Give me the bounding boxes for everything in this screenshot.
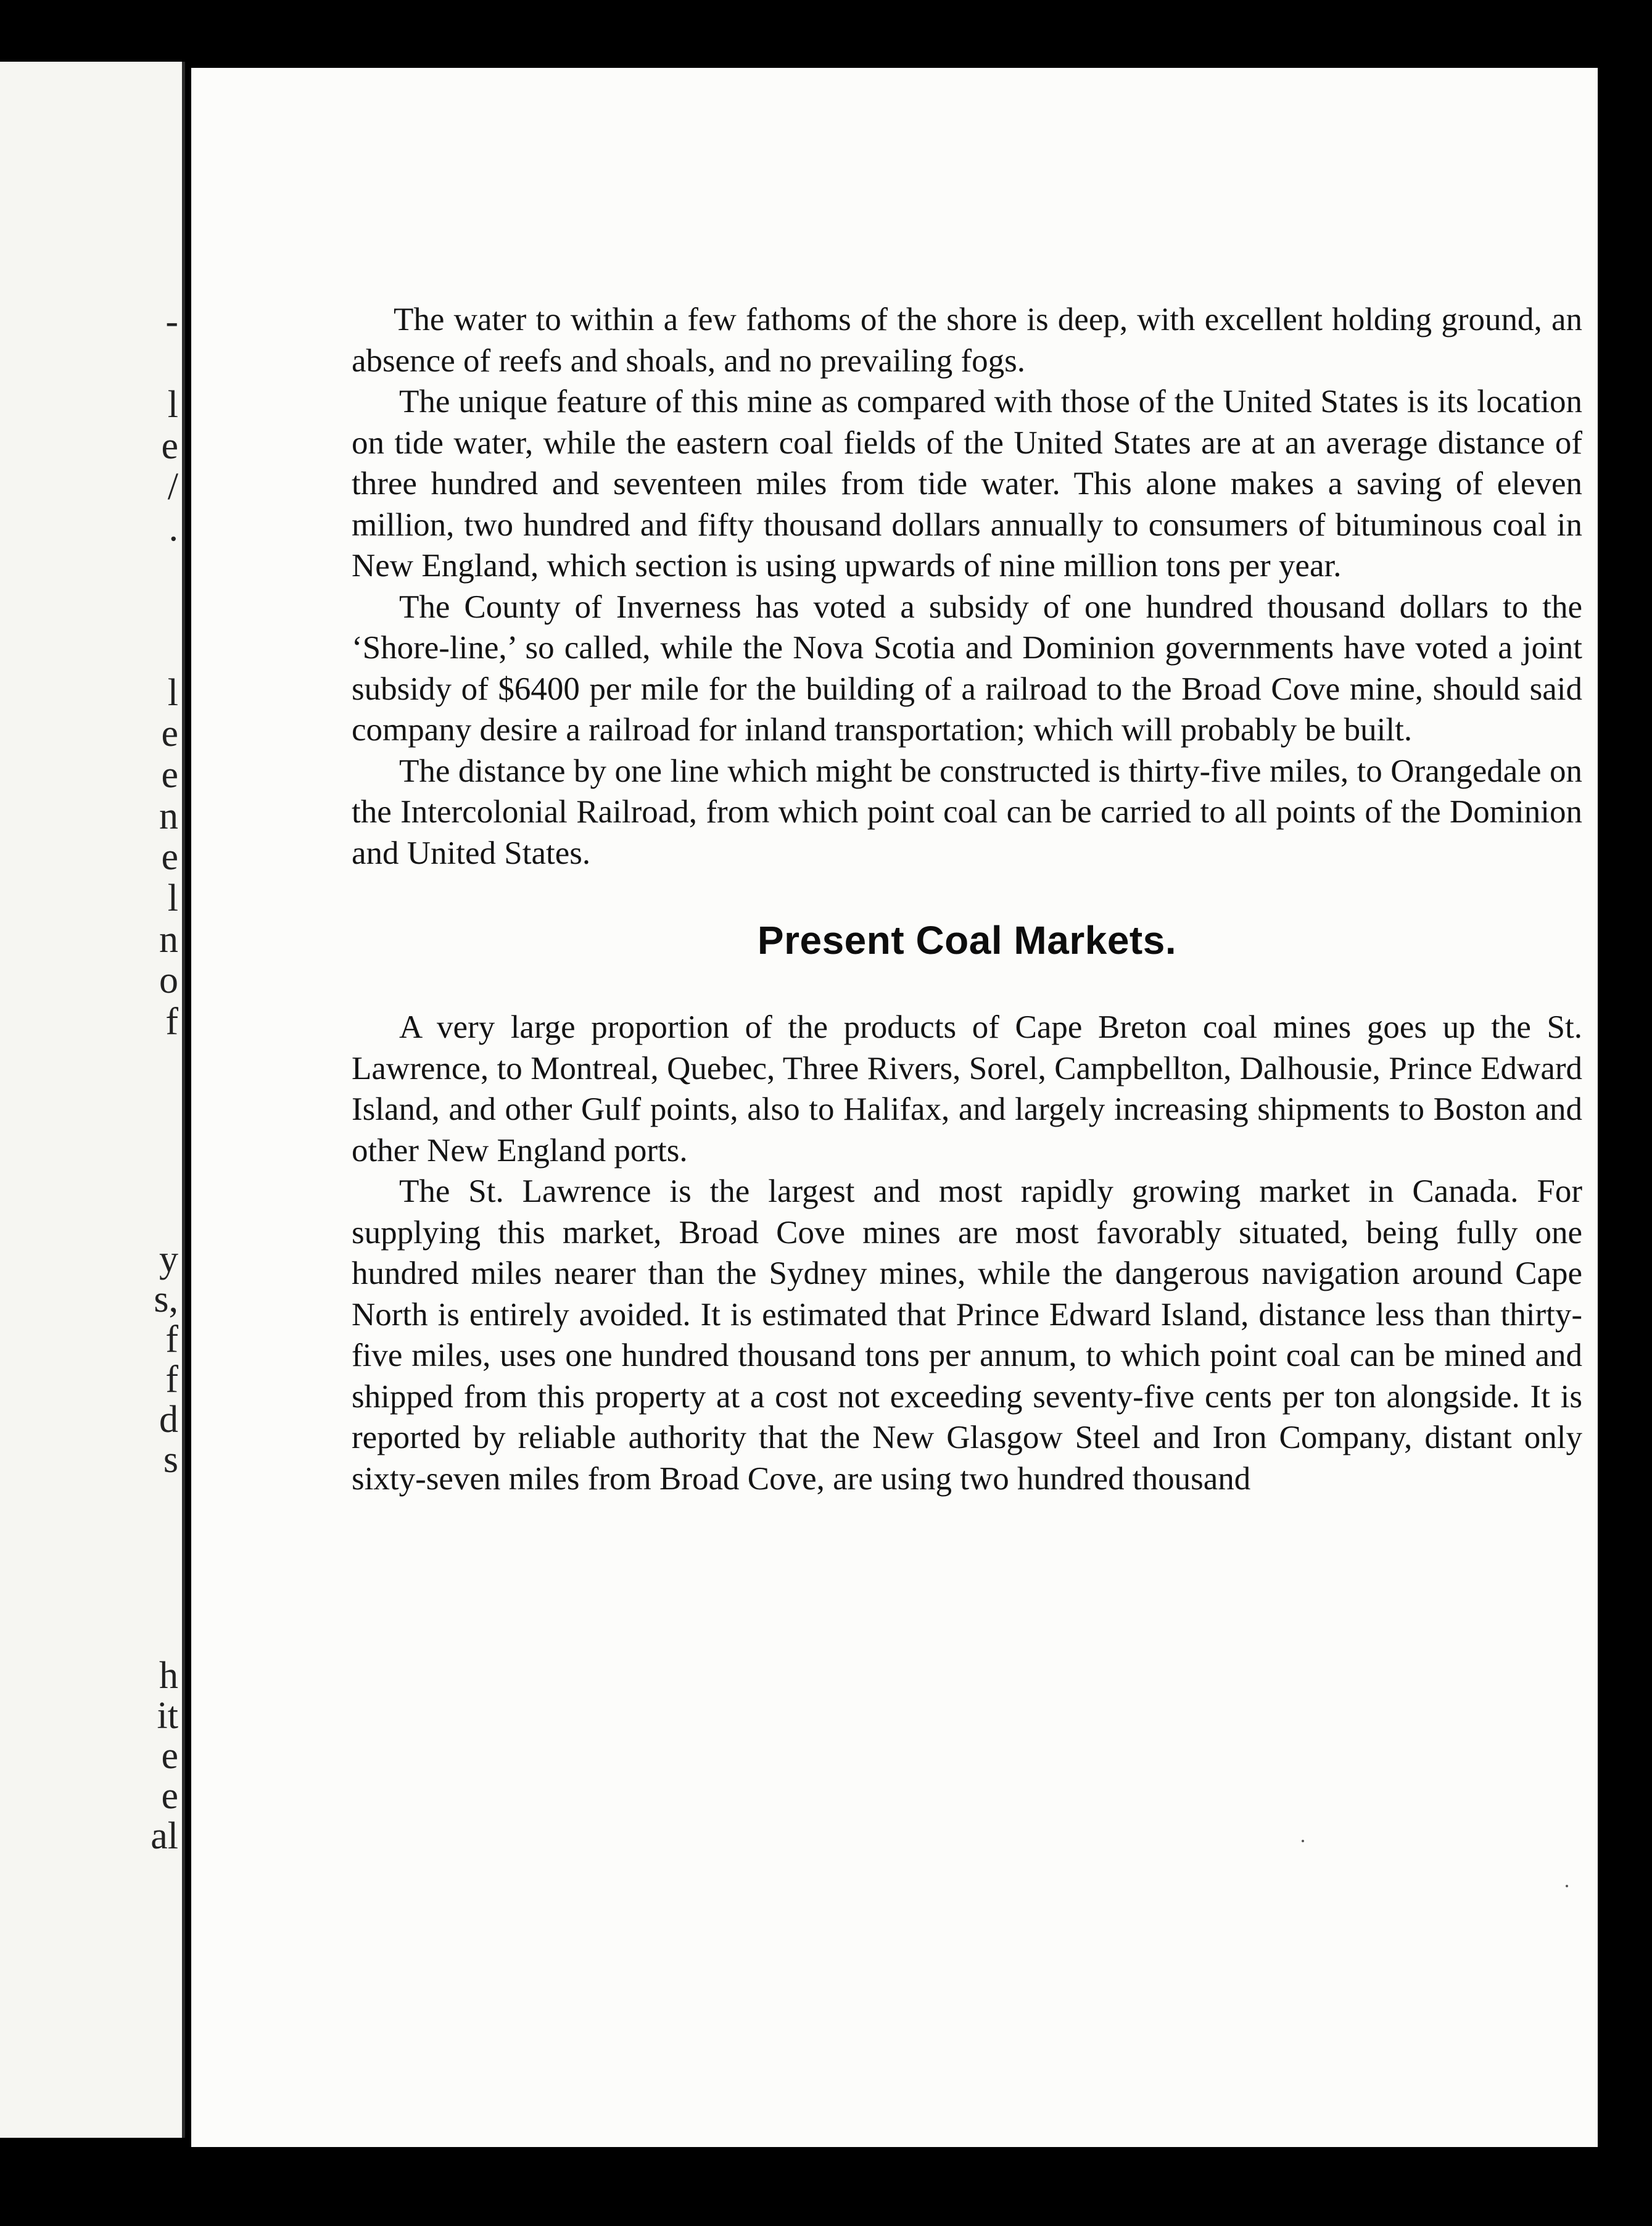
paragraph: The County of Inverness has voted a subsidy of one hundred thousand dollars to the ‘Shore-line,’ so called, while the Nova Scotia and Dominion governments have voted a joint subsidy of $6400 per mile for the building of a railroad to the Broad Cove mine, should said company desire a railroad for inland transportation; which will probably be built. (352, 589, 1582, 748)
paragraph: The water to within a few fathoms of the shore is deep, with excellent holding ground, an absence of reefs and shoals, and no prevailing fogs. (352, 302, 1582, 379)
edge-glyph: s, (154, 1278, 178, 1320)
edge-glyph: f (165, 1318, 178, 1360)
edge-glyph: f (165, 1359, 178, 1401)
edge-glyph: al (151, 1815, 178, 1857)
scan-speck (1302, 1840, 1304, 1842)
edge-glyph: d (159, 1399, 178, 1441)
edge-glyph: l (167, 672, 178, 714)
edge-glyph: e (161, 754, 178, 796)
paragraph: The St. Lawrence is the largest and most rapidly growing market in Canada. For supplying this market, Broad Cove mines are most favorably situated, being fully one hundred miles nearer than the Sydney mines, while the dangerous navigation around Cape North is entirely avoided. It is estimated that Prince Edward Island, distance less than thirty-five miles, uses one hundred thousand tons per annum, to which point coal can be mined and shipped from this property at a cost not exceeding seventy-five cents per ton alongside. It is reported by reliable authority that the New Glasgow Steel and Iron Company, distant only sixty-seven miles from Broad Cove, are using two hundred thousand (352, 1173, 1582, 1497)
edge-glyph: . (168, 507, 178, 549)
edge-glyph: n (159, 919, 178, 961)
body-text (352, 299, 1582, 1499)
scan-speck (1566, 1885, 1568, 1887)
edge-glyph: o (159, 959, 178, 1001)
edge-glyph: e (161, 1735, 178, 1777)
edge-glyph: y (159, 1238, 178, 1280)
edge-glyph: e (161, 425, 178, 467)
edge-glyph: / (167, 466, 178, 508)
edge-glyph: f (165, 1001, 178, 1043)
edge-glyph: e (161, 836, 178, 878)
paragraph: A very large proportion of the products of Cape Breton coal mines goes up the St. Lawrence, to Montreal, Quebec, Three Rivers, Sorel, Campbellton, Dalhousie, Prince Edward Island, and other Gulf points, also to Halifax, and largely increasing shipments to Boston and other New England ports. (352, 1009, 1582, 1169)
paragraph: The unique feature of this mine as compared with those of the United States is its location on tide water, while the eastern coal fields of the United States are at an average distance of three hundred and seventeen miles from tide water. This alone makes a saving of eleven million, two hundred and fifty thousand dollars annually to consumers of bituminous coal in New England, which section is using upwards of nine million tons per year. (352, 384, 1582, 584)
edge-glyph: s (163, 1439, 178, 1481)
edge-glyph: e (161, 713, 178, 755)
edge-glyph: l (167, 384, 178, 426)
left-page-edge (0, 62, 185, 2138)
edge-glyph: e (161, 1775, 178, 1817)
edge-glyph: it (157, 1695, 178, 1737)
edge-glyph: l (167, 877, 178, 919)
edge-glyph: n (159, 795, 178, 837)
paragraph: The distance by one line which might be constructed is thirty-five miles, to Orangedale on the Intercolonial Railroad, from which point coal can be carried to all points of the Dominion and United States. (352, 753, 1582, 871)
book-page (191, 68, 1598, 2147)
section-heading: Present Coal Markets. (757, 918, 1177, 962)
edge-glyph: h (159, 1655, 178, 1697)
edge-glyph: - (165, 300, 178, 342)
